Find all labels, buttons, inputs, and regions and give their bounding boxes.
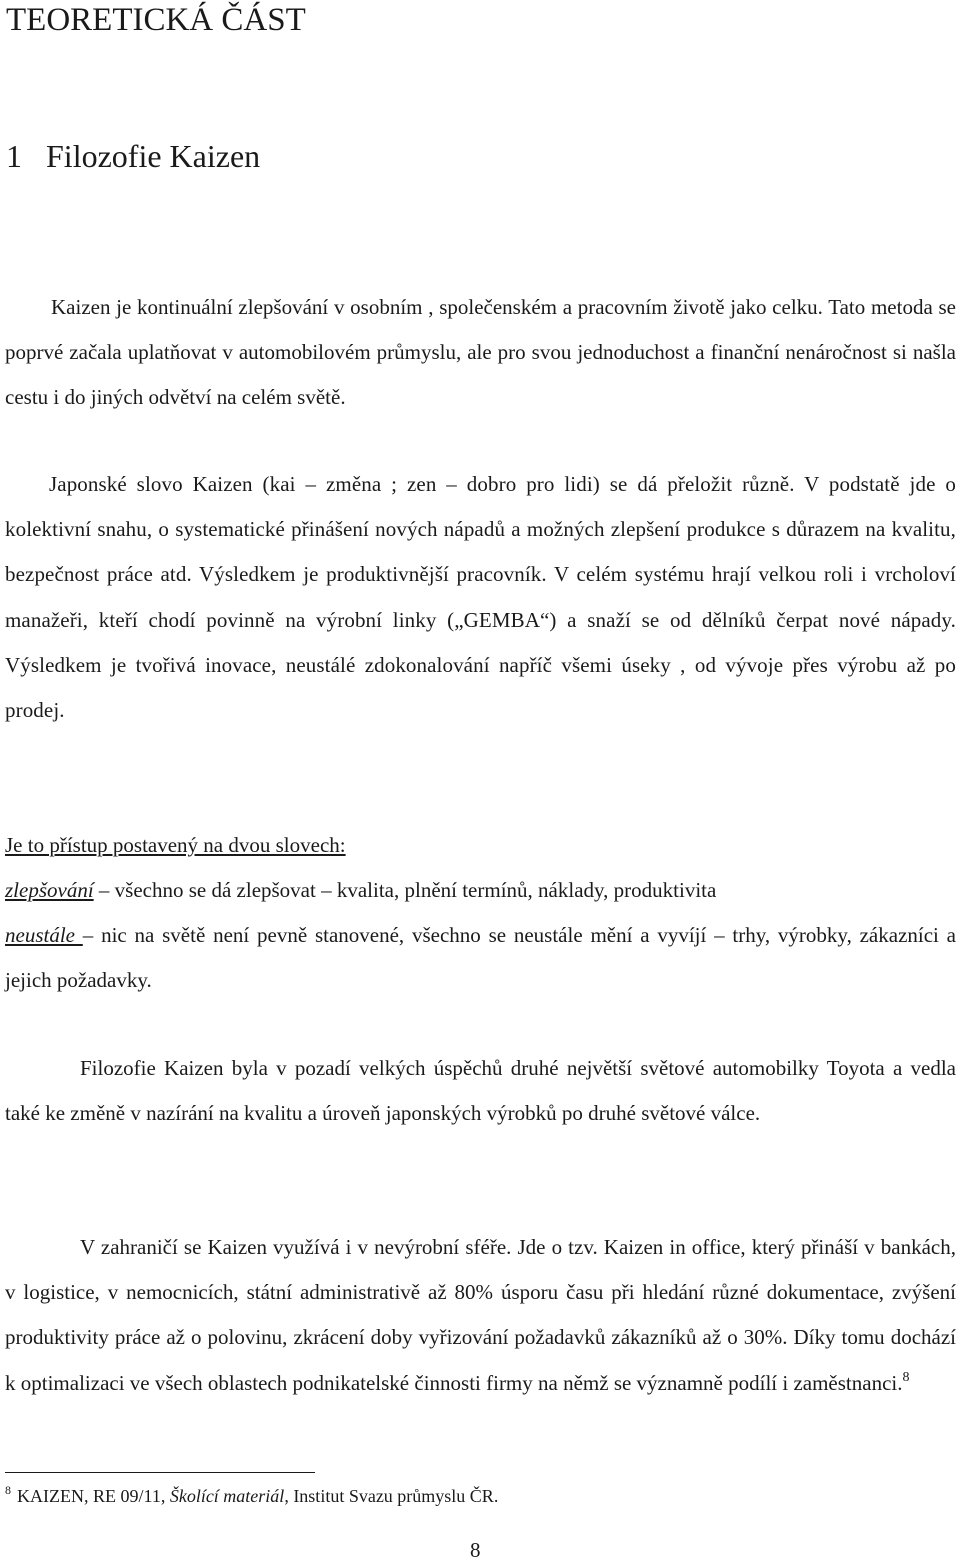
footnote-publisher: , Institut Svazu průmyslu ČR. [284,1486,499,1506]
paragraph-kaizen-definition: Kaizen je kontinuální zlepšování v osobním , společenském a pracovním životě jako celku. Tato metoda se poprvé začala uplatňovat v automobilovém průmyslu, ale pro svou jednoduchost a finanční nenáročnost si našla cestu i do jiných odvětví na celém světě. [5,295,956,409]
footnote-reference: 8 [902,1369,910,1385]
term-neustale: neustále [5,923,83,947]
footnote-title: Školící materiál [169,1486,285,1506]
paragraph-two-words [5,823,956,1003]
footnote-marker: 8 [5,1483,11,1497]
footnote-source: KAIZEN, RE 09/11, [17,1486,170,1506]
chapter-heading [6,138,260,175]
footnote [5,1483,499,1507]
two-words-heading: Je to přístup postavený na dvou slovech: [5,833,346,857]
term-zlepsovani: zlepšování [5,878,94,902]
kaizen-in-office-text: V zahraničí se Kaizen využívá i v nevýrobní sféře. Jde o tzv. Kaizen in office, který přináší v bankách, v logistice, v nemocnicích, státní administrativě až 80% úsporu času při hledání různé dokumentace, zvýšení produktivity práce až o polovinu, zkrácení doby vyřizování požadavků zákazníků až o 30%. Díky tomu dochází k optimalizaci ve všech oblastech podnikatelské činnosti firmy na němž se významně podílí i zaměstnanci. [5,1235,956,1395]
page-number: 8 [470,1538,481,1562]
paragraph-kaizen-in-office [5,1225,956,1406]
paragraph-kaizen-meaning: Japonské slovo Kaizen (kai – změna ; zen – dobro pro lidi) se dá přeložit různě. V podstatě jde o kolektivní snahu, o systematické přinášení nových nápadů a možných zlepšení produkce s důrazem na kvalitu, bezpečnost práce atd. Výsledkem je produktivnější pracovník. V celém systému hrají velkou roli i vrcholoví manažeři, kteří chodí povinně na výrobní linky („GEMBA“) a snaží se od dělníků čerpat nové nápady. Výsledkem je tvořivá inovace, neustálé zdokonalování napříč všemi úseky , od vývoje přes výrobu až po prodej. [5,472,956,723]
term-neustale-text: – nic na světě není pevně stanovené, všechno se neustále mění a vyvíjí – trhy, výrobky, zákazníci a jejich požadavky. [5,923,956,992]
footnote-separator [5,1472,315,1473]
part-title: TEORETICKÁ ČÁST [6,2,306,38]
paragraph-toyota: Filozofie Kaizen byla v pozadí velkých úspěchů druhé největší světové automobilky Toyota a vedla také ke změně v nazírání na kvalitu a úroveň japonských výrobků po druhé světové válce. [5,1056,956,1125]
term-zlepsovani-text: – všechno se dá zlepšovat – kvalita, plnění termínů, náklady, produktivita [93,878,717,902]
chapter-title: Filozofie Kaizen [46,138,261,174]
chapter-number: 1 [6,138,22,174]
